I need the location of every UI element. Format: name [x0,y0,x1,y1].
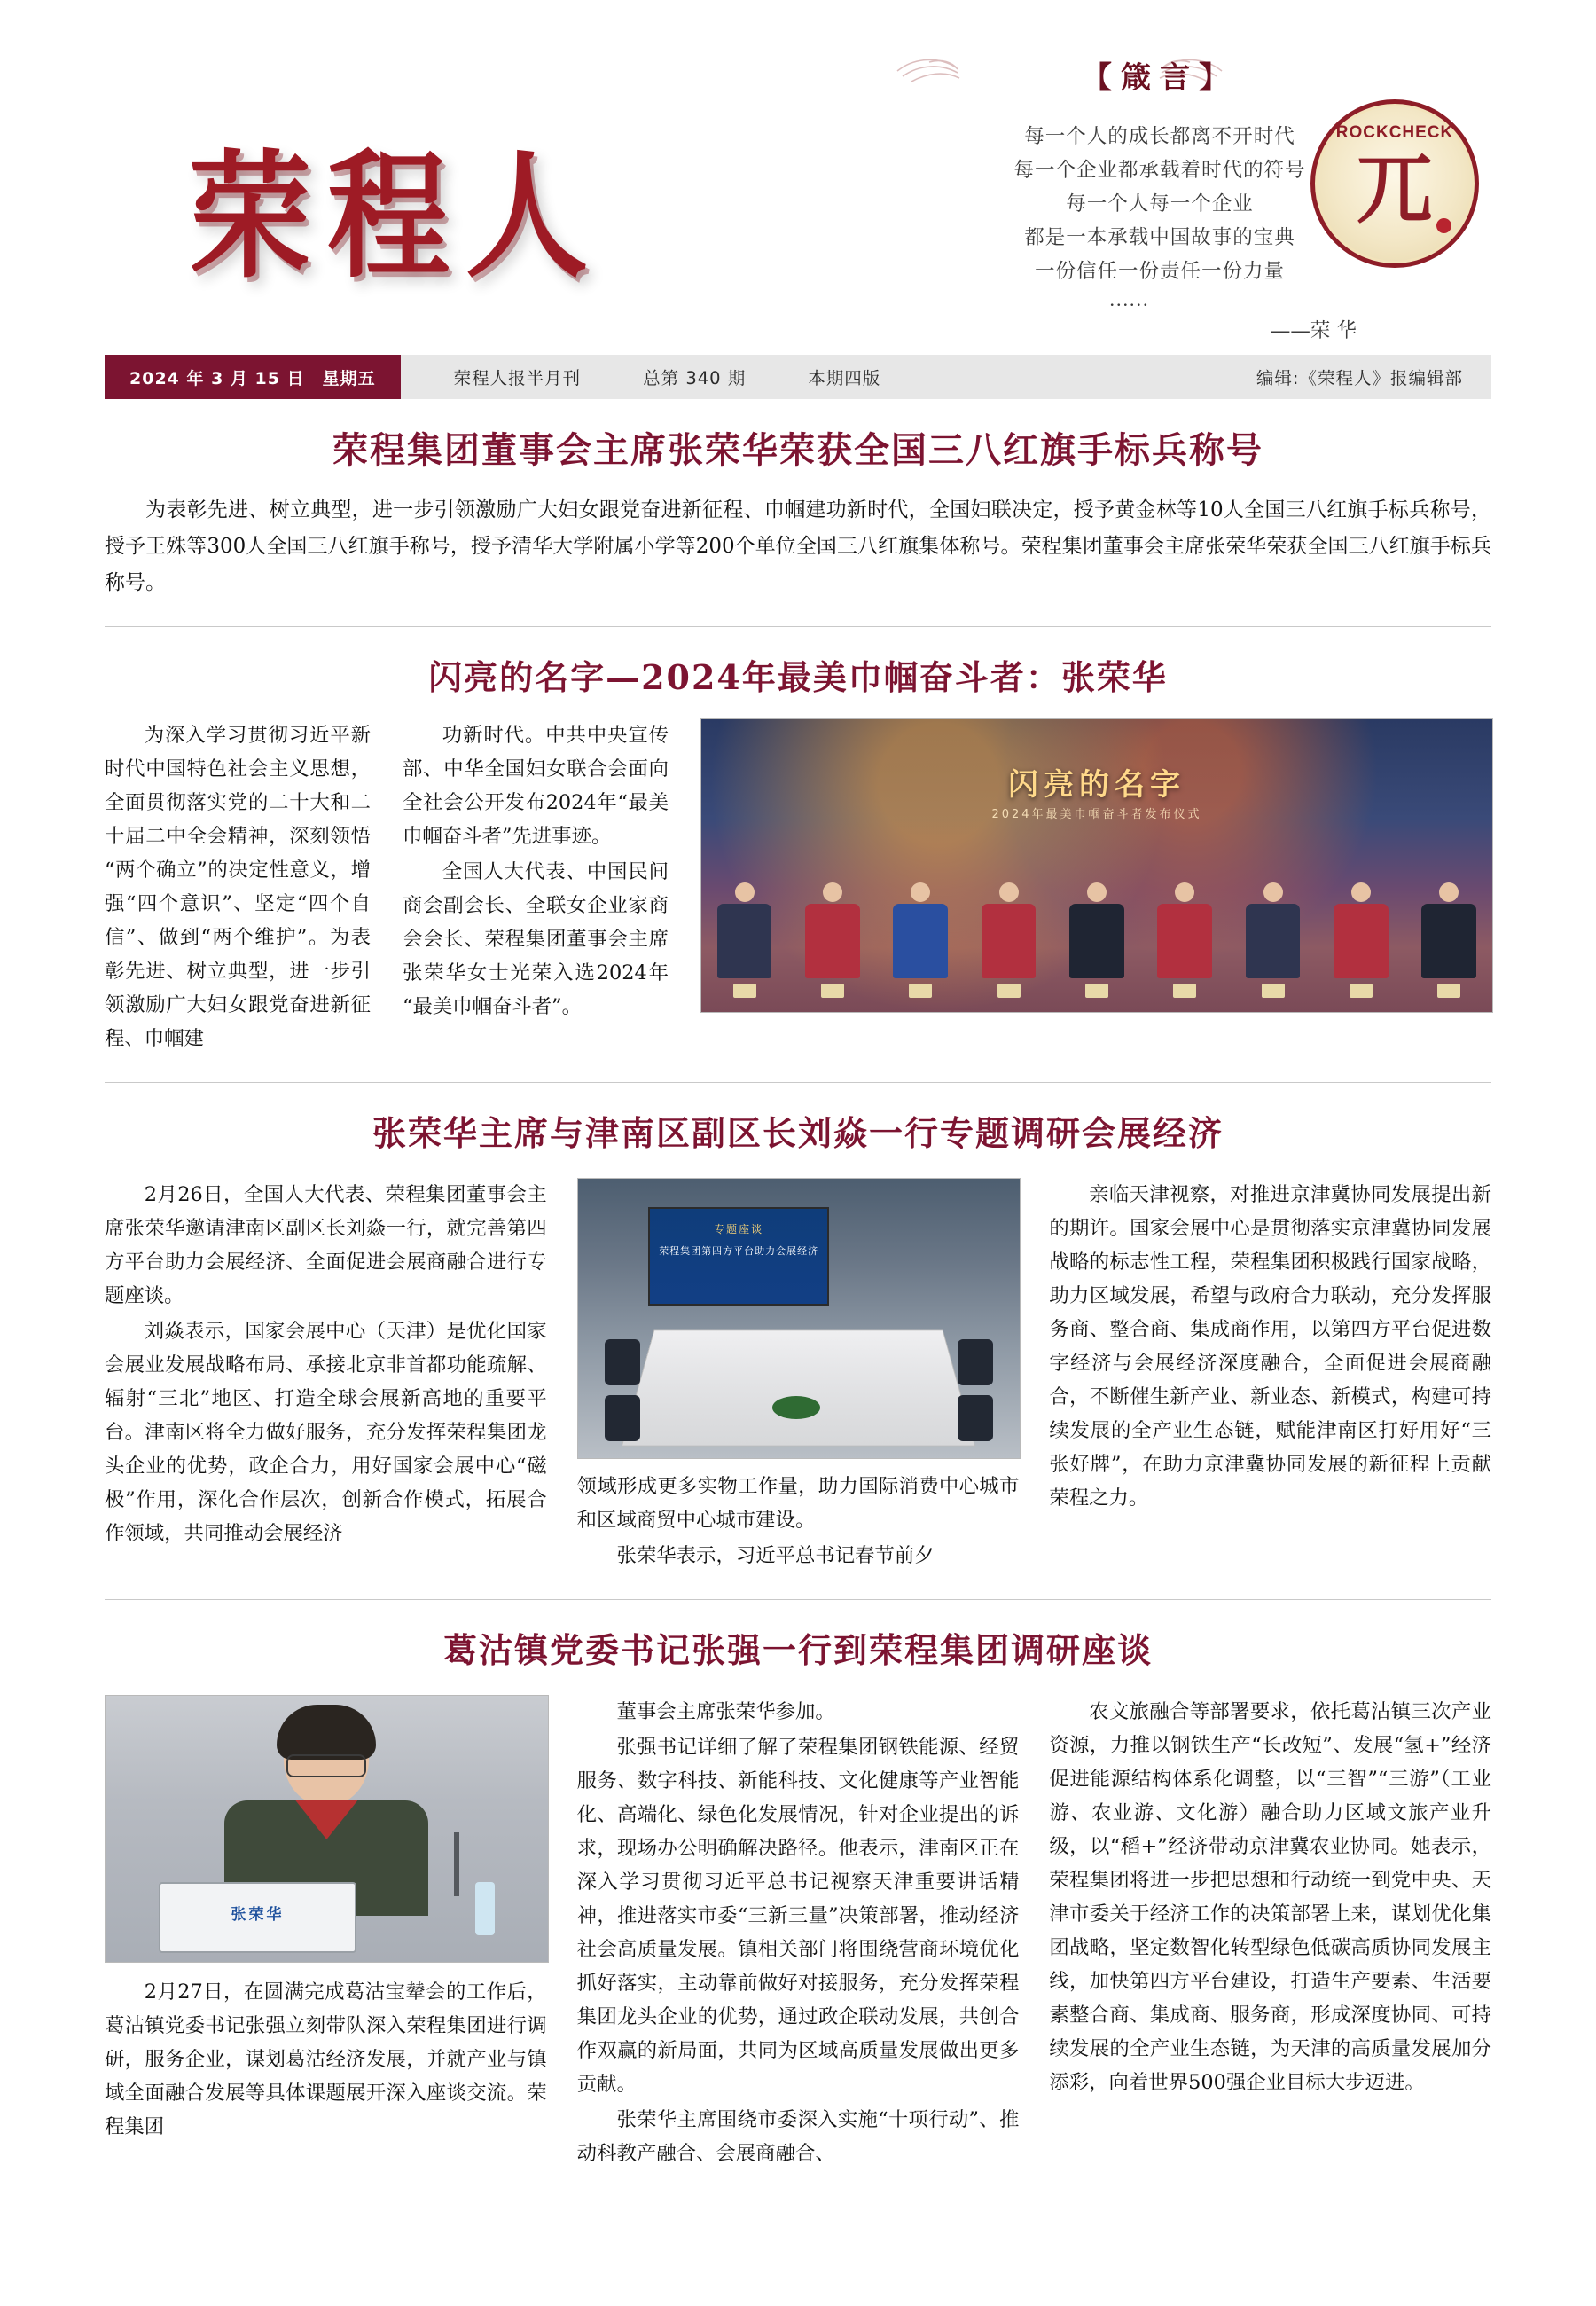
article-paragraph: 张强书记详细了解了荣程集团钢铁能源、经贸服务、数字科技、新能科技、文化健康等产业智能化、高端化、绿色化发展情况，针对企业提出的诉求，现场办公明确解决路径。他表示，津南区正在深入学习贯彻习近平总书记视察天津重要讲话精神，推进落实市委“三新三量”决策部署，推动经济社会高质量发展。镇相关部门将围绕营商环境优化抓好落实，主动靠前做好对接服务，充分发挥荣程集团龙头企业的优势，通过政企联动发展，共创合作双赢的新局面，共同为区域高质量发展做出更多贡献。 [576,1736,1020,2096]
meeting-chair [958,1395,993,1441]
microphone-icon [454,1832,459,1896]
meeting-chair [958,1339,993,1385]
publication-date: 2024 年 3 月 15 日 星期五 [105,355,401,399]
article-headline: 闪亮的名字—2024年最美巾帼奋斗者：张荣华 [428,657,1168,697]
article-column [577,1178,1020,1574]
person-figure [1157,882,1212,998]
logo-mark-text: 兀 [1357,145,1433,234]
article-photo-column [700,718,1491,1057]
article-column [105,1178,547,1574]
article-paragraph: 张荣华表示，习近平总书记春节前夕 [616,1544,935,1567]
article-column [1049,1178,1491,1574]
motto-title [1069,53,1250,97]
article-column [1049,1695,1491,2172]
motto-bracket-right: 】 [1199,60,1238,96]
section-divider [105,1599,1491,1600]
motto-line: 一份信任一份责任一份力量 [1034,260,1285,283]
meeting-table [622,1329,976,1446]
meeting-chair [605,1339,640,1385]
motto-line: 每一个人每一个企业 [1066,192,1254,216]
article-paragraph: 2月26日，全国人大代表、荣程集团董事会主席张荣华邀请津南区副区长刘焱一行，就完善第四方平台助力会展经济、全面促进会展商融合进行专题座谈。 [105,1183,547,1307]
meeting-plant [772,1396,820,1419]
section-divider [105,626,1491,627]
screen-line-2: 荣程集团第四方平台助力会展经济 [659,1244,819,1257]
glasses-icon [286,1754,366,1777]
logo-dot-icon [1436,218,1451,233]
person-figure [893,882,948,998]
motto-title-text: 箴言 [1121,60,1199,96]
person-figure [1246,882,1301,998]
motto-line: 每一个人的成长都离不开时代 [1024,125,1295,148]
article-column [105,718,371,1057]
rockcheck-logo [1310,99,1479,268]
nameplate [159,1882,356,1953]
motto-line: 都是一本承载中国故事的宝典 [1024,226,1295,249]
article-paragraph: 为深入学习贯彻习近平新时代中国特色社会主义思想，全面贯彻落实党的二十大和二十届二中全会精神，深刻领悟“两个确立”的决定性意义，增强“四个意识”、坚定“四个自信”、做到“两个维护”。为表彰先进、树立典型，进一步引领激励广大妇女跟党奋进新征程、巾帼建 [105,724,371,1050]
article-paragraph: 亲临天津视察，对推进京津冀协同发展提出新的期许。国家会展中心是贯彻落实京津冀协同发展战略的标志性工程，荣程集团积极践行国家战略，助力区域发展，希望与政府合力联动，充分发挥服务商、整合商、集成商作用，以第四方平台促进数字经济与会展经济深度融合，全面促进会展商融合，不断催生新产业、新业态、新模式，构建可持续发展的全产业生态链，赋能津南区打好用好“三张好牌”，在助力京津冀协同发展的新征程上贡献荣程之力。 [1049,1183,1492,1510]
stage-banner-text: 闪亮的名字 [1008,767,1185,803]
article-paragraph: 刘焱表示，国家会展中心（天津）是优化国家会展业发展战略布局、承接北京非首都功能疏解、辐射“三北”地区、打造全球会展新高地的重要平台。津南区将全力做好服务，充分发挥荣程集团龙头企业的优势，政企合力，用好国家会展中心“磁极”作用，深化合作层次，创新合作模式，拓展合作领域，共同推动会展经济 [105,1320,547,1545]
person-figure [717,882,772,998]
editor-credit: 编辑:《荣程人》报编辑部 [1256,368,1463,388]
article-column [105,1695,547,2172]
motto-bracket-left: 【 [1082,60,1121,96]
motto-signature: ——荣 华 [1270,319,1357,342]
article-paragraph: 为表彰先进、树立典型，进一步引领激励广大妇女跟党奋进新征程、巾帼建功新时代，全国妇联决定，授予黄金林等10人全国三八红旗手标兵称号，授予王殊等300人全国三八红旗手称号，授予清华大学附属小学等200个单位全国三八红旗集体称号。荣程集团董事会主席张荣华荣获全国三八红旗手标兵称号。 [105,498,1491,594]
stage-people-row [717,882,1476,998]
page-count: 本期四版 [808,368,881,388]
article-column [577,1695,1020,2172]
stage-photo [700,718,1493,1013]
nameplate-text: 张荣华 [231,1906,285,1924]
article-headline: 张荣华主席与津南区副区长刘焱一行专题调研会展经济 [372,1113,1224,1153]
logo-brand-text: ROCKCHECK [1335,123,1454,142]
section-divider [105,1082,1491,1083]
article-lead [105,422,1491,601]
article-two [105,650,1491,1057]
issue-number: 总第 340 期 [643,368,747,388]
person-figure [1069,882,1124,998]
meeting-photo [577,1178,1021,1459]
article-three [105,1106,1491,1574]
periodical-name: 荣程人报半月刊 [453,368,582,388]
portrait-photo [105,1695,549,1963]
meeting-chair [605,1395,640,1441]
person-figure [805,882,860,998]
article-paragraph: 领域形成更多实物工作量，助力国际消费中心城市和区域商贸中心城市建设。 [576,1475,1020,1532]
article-paragraph: 农文旅融合等部署要求，依托葛沽镇三次产业资源，力推以钢铁生产“长改短”、发展“氢+”经济促进能源结构体系化调整，以“三智”“三游”（工业游、农业游、文化游）融合助力区域文旅产业升级，以“稻+”经济带动京津冀农业协同。她表示，荣程集团将进一步把思想和行动统一到党中央、天津市委关于经济工作的决策部署上来，谋划优化集团战略，坚定数智化转型绿色低碳高质协同发展主线，加快第四方平台建设，打造生产要素、生活要素整合商、集成商、服务商，形成深度协同、可持续发展的全产业生态链，为天津的高质量发展加分添彩，向着世界500强企业目标大步迈进。 [1049,1700,1492,2094]
motto-ellipsis: …… [1108,288,1149,310]
meeting-screen [648,1207,828,1306]
article-paragraph: 功新时代。中共中央宣传部、中华全国妇女联合会面向全社会公开发布2024年“最美巾帼奋斗者”先进事迹。 [403,724,669,848]
masthead [105,0,1491,355]
portrait-hair [277,1705,376,1760]
article-headline: 荣程集团董事会主席张荣华荣获全国三八红旗手标兵称号 [332,429,1264,471]
screen-line-1: 专题座谈 [714,1222,764,1235]
motto-line: 每一个企业都承载着时代的符号 [1013,159,1306,182]
person-figure [1334,882,1389,998]
article-headline: 葛沽镇党委书记张强一行到荣程集团调研座谈 [442,1630,1153,1670]
stage-subtitle-text: 2024年最美巾帼奋斗者发布仪式 [991,808,1202,821]
article-paragraph: 张荣华主席围绕市委深入实施“十项行动”、推动科教产融合、会展商融合、 [576,2108,1020,2165]
person-figure [1421,882,1476,998]
issue-info-bar [105,355,1491,399]
issue-meta [401,355,1256,399]
article-paragraph: 全国人大代表、中国民间商会副会长、全联女企业家商会会长、荣程集团董事会主席张荣华女士光荣入选2024年“最美巾帼奋斗者”。 [403,860,669,1018]
person-figure [982,882,1037,998]
article-four [105,1623,1491,2172]
article-paragraph: 董事会主席张荣华参加。 [616,1700,835,1723]
article-paragraph: 2月27日，在圆满完成葛沽宝辇会的工作后，葛沽镇党委书记张强立刻带队深入荣程集团进行调研，服务企业，谋划葛沽经济发展，并就产业与镇域全面融合发展等具体课题展开深入座谈交流。荣程集团 [105,1980,547,2138]
article-column [403,718,669,1057]
water-bottle-icon [475,1882,495,1935]
page-title: 荣程人 [189,135,605,297]
